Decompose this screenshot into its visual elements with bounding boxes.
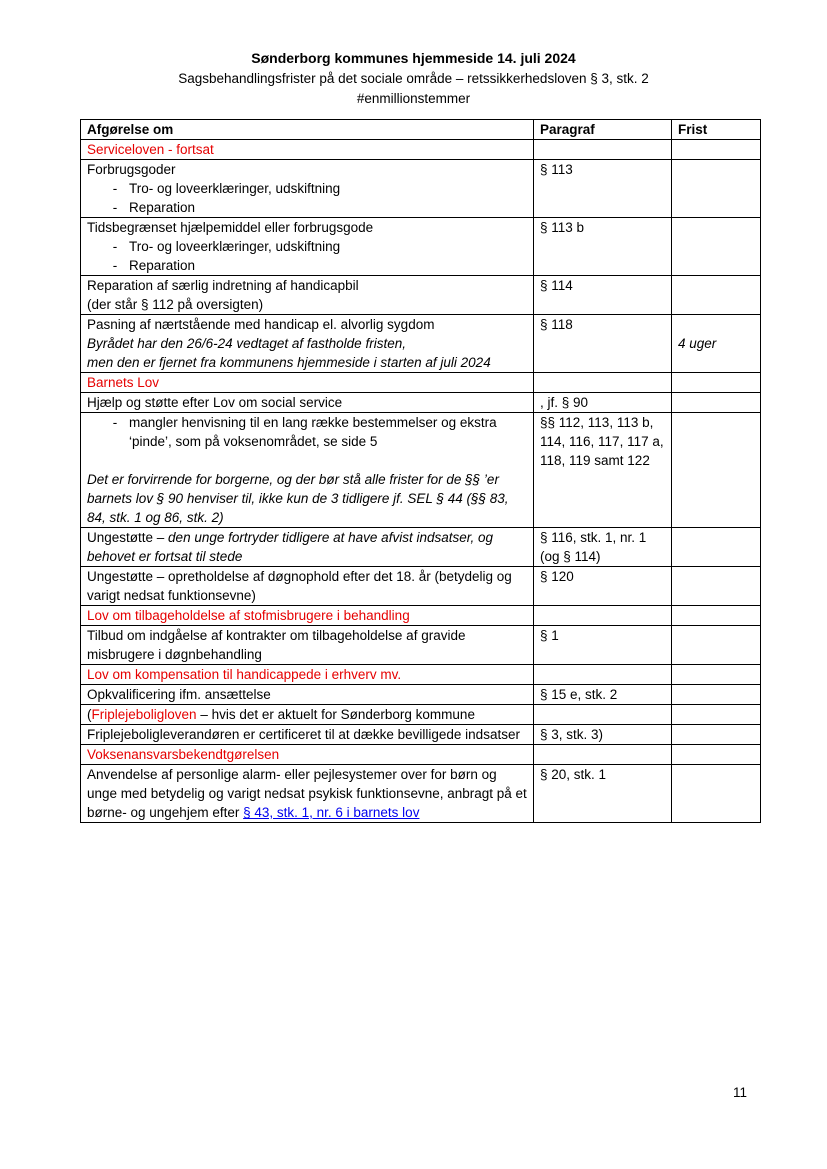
- section-heading: (Friplejeboligloven – hvis det er aktuelt for Sønderborg kommune: [81, 705, 534, 725]
- column-header-deadline: Frist: [672, 120, 761, 140]
- page-title: Sønderborg kommunes hjemmeside 14. juli 2024: [251, 50, 576, 66]
- paragraph-cell: § 118: [534, 315, 672, 373]
- table-row: [81, 765, 761, 823]
- decision-cell: [81, 160, 534, 218]
- bullet-item: - Tro- og loveerklæringer, udskiftning: [112, 181, 341, 196]
- decision-text: Forbrugsgoder: [87, 162, 176, 177]
- bullet-item: - mangler henvisning til en lang række bestemmelser og ekstra ‘pinde’, som på voksenområdet, se side 5: [112, 415, 497, 449]
- page-subtitle: Sagsbehandlingsfrister på det sociale område – retssikkerhedsloven § 3, stk. 2: [178, 71, 649, 86]
- section-row: [81, 665, 761, 685]
- table-row: [81, 626, 761, 665]
- paragraph-cell: § 15 e, stk. 2: [534, 685, 672, 705]
- column-header-decision: Afgørelse om: [81, 120, 534, 140]
- page-number: 11: [733, 1085, 748, 1100]
- decision-cell: [81, 218, 534, 276]
- section-heading: Serviceloven - fortsat: [81, 140, 534, 160]
- table-row: [81, 160, 761, 218]
- paragraph-cell: § 113 b: [534, 218, 672, 276]
- paragraph-cell: § 113: [534, 160, 672, 218]
- paragraph-cell: § 116, stk. 1, nr. 1 (og § 114): [534, 528, 672, 567]
- decision-cell: Hjælp og støtte efter Lov om social service: [81, 393, 534, 413]
- decision-cell: Pasning af nærtstående med handicap el. alvorlig sygdom Byrådet har den 26/6-24 vedtaget af fastholde fristen, men den er fjernet fra kommunens hjemmeside i starten af juli 2024: [81, 315, 534, 373]
- decision-cell: Tilbud om indgåelse af kontrakter om tilbageholdelse af gravide misbrugere i døgnbehandling: [81, 626, 534, 665]
- paragraph-cell: § 3, stk. 3): [534, 725, 672, 745]
- paragraph-cell: § 114: [534, 276, 672, 315]
- decision-cell: Ungestøtte – opretholdelse af døgnophold efter det 18. år (betydelig og varigt nedsat funktionsevne): [81, 567, 534, 606]
- deadlines-table: [80, 119, 761, 823]
- deadline-cell: 4 uger: [672, 315, 761, 373]
- decision-cell: Opkvalificering ifm. ansættelse: [81, 685, 534, 705]
- law-reference-link[interactable]: § 43, stk. 1, nr. 6 i barnets lov: [243, 805, 420, 820]
- paragraph-cell: § 20, stk. 1: [534, 765, 672, 823]
- table-row: [81, 528, 761, 567]
- section-heading: Lov om tilbageholdelse af stofmisbrugere i behandling: [81, 606, 534, 626]
- section-row: [81, 606, 761, 626]
- section-heading: Voksenansvarsbekendtgørelsen: [81, 745, 534, 765]
- section-heading: Barnets Lov: [81, 373, 534, 393]
- table-row: [81, 725, 761, 745]
- table-header-row: [81, 120, 761, 140]
- note-text: Det er forvirrende for borgerne, og der bør stå alle frister for de §§ ’er barnets lov § 90 henviser til, ikke kun de 3 tidligere jf. SEL § 44 (§§ 83, 84, stk. 1 og 86, stk. 2): [87, 472, 509, 525]
- table-row: [81, 218, 761, 276]
- decision-cell: [81, 413, 534, 528]
- table-row: [81, 685, 761, 705]
- bullet-item: - Reparation: [112, 200, 196, 215]
- bullet-item: - Tro- og loveerklæringer, udskiftning: [112, 239, 341, 254]
- paragraph-cell: §§ 112, 113, 113 b, 114, 116, 117, 117 a, 118, 119 samt 122: [534, 413, 672, 528]
- table-row: [81, 567, 761, 606]
- column-header-paragraph: Paragraf: [534, 120, 672, 140]
- table-row: [81, 315, 761, 373]
- note-text: men den er fjernet fra kommunens hjemmeside i starten af juli 2024: [87, 355, 491, 370]
- note-text: Byrådet har den 26/6-24 vedtaget af fastholde fristen,: [87, 336, 406, 351]
- paragraph-cell: § 120: [534, 567, 672, 606]
- section-row: [81, 705, 761, 725]
- hashtag: #enmillionstemmer: [356, 91, 471, 106]
- section-row: [81, 373, 761, 393]
- section-row: [81, 140, 761, 160]
- decision-cell: Anvendelse af personlige alarm- eller pejlesystemer over for børn og unge med betydelig og varigt nedsat psykisk funktionsevne, anbragt på et børne- og ungehjem efter § 43, stk. 1, nr. 6 i barnets lov: [81, 765, 534, 823]
- paragraph-cell: § 1: [534, 626, 672, 665]
- section-heading: Lov om kompensation til handicappede i erhverv mv.: [81, 665, 534, 685]
- paragraph-cell: , jf. § 90: [534, 393, 672, 413]
- decision-cell: Ungestøtte – den unge fortryder tidligere at have afvist indsatser, og behovet er fortsat til stede: [81, 528, 534, 567]
- decision-cell: Friplejeboligleverandøren er certificeret til at dække bevilligede indsatser: [81, 725, 534, 745]
- table-row: [81, 413, 761, 528]
- decision-text: Tidsbegrænset hjælpemiddel eller forbrugsgode: [87, 220, 374, 235]
- section-row: [81, 745, 761, 765]
- decision-cell: Reparation af særlig indretning af handicapbil (der står § 112 på oversigten): [81, 276, 534, 315]
- table-row: [81, 393, 761, 413]
- bullet-item: - Reparation: [112, 258, 196, 273]
- table-row: [81, 276, 761, 315]
